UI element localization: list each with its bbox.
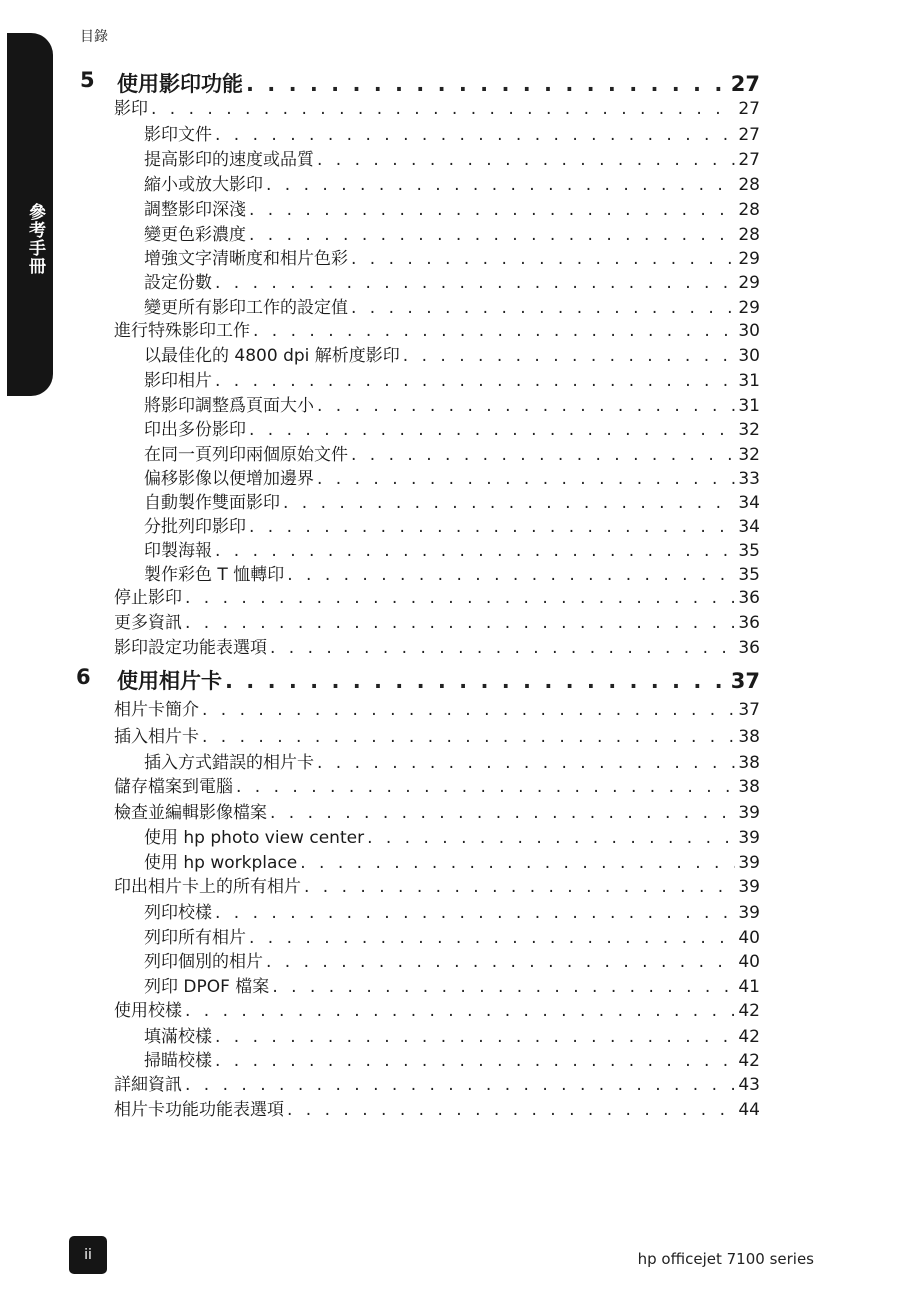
page-number: 37	[738, 700, 760, 720]
entry-title: 在同一頁列印兩個原始文件	[144, 445, 348, 465]
entry-title: 填滿校樣	[144, 1027, 212, 1047]
dot-leader	[249, 200, 735, 220]
entry-title: 列印校樣	[144, 903, 212, 923]
dot-leader	[300, 853, 735, 873]
toc-entry-row[interactable]	[144, 464, 760, 489]
page-number: 31	[738, 371, 760, 391]
page-number: 30	[738, 321, 760, 341]
toc-entry-row[interactable]	[144, 195, 760, 220]
page-number: 32	[738, 420, 760, 440]
entry-title: 使用校樣	[114, 1001, 182, 1021]
toc-entry-row[interactable]	[144, 947, 760, 972]
header-title: 目錄	[80, 29, 108, 45]
toc-entry-row[interactable]	[144, 220, 760, 245]
page-number: 44	[738, 1100, 760, 1120]
dot-leader	[317, 469, 735, 489]
page-number: 33	[738, 469, 760, 489]
toc-entry-row[interactable]	[144, 293, 760, 318]
toc-chapter-row[interactable]	[76, 665, 760, 695]
dot-leader	[266, 175, 735, 195]
dot-leader	[367, 828, 735, 848]
page-number: 38	[738, 777, 760, 797]
toc-entry-row[interactable]	[144, 440, 760, 465]
page-number: 36	[738, 588, 760, 608]
entry-title: 增強文字清晰度和相片色彩	[144, 249, 348, 269]
toc-entry-row[interactable]	[144, 898, 760, 923]
chapter-title: 使用影印功能	[117, 72, 243, 96]
dot-leader	[215, 1051, 735, 1071]
chapter-number: 5	[80, 68, 95, 92]
page-number: 34	[738, 493, 760, 513]
entry-title: 儲存檔案到電腦	[114, 777, 233, 797]
entry-title: 插入方式錯誤的相片卡	[144, 753, 314, 773]
toc-entry-row[interactable]	[144, 415, 760, 440]
toc-entry-row[interactable]	[144, 244, 760, 269]
chapter-title: 使用相片卡	[117, 669, 222, 693]
dot-leader	[246, 72, 728, 96]
page-number: 32	[738, 445, 760, 465]
dot-leader	[215, 273, 735, 293]
page-number: 29	[738, 249, 760, 269]
page-number: 42	[738, 1051, 760, 1071]
dot-leader	[215, 1027, 735, 1047]
toc-entry-row[interactable]	[144, 848, 760, 873]
page-number-badge: ii	[69, 1236, 107, 1274]
entry-title: 以最佳化的 4800 dpi 解析度影印	[144, 346, 400, 366]
toc-entry-row[interactable]	[144, 923, 760, 948]
dot-leader	[185, 1075, 735, 1095]
page-number: 31	[738, 396, 760, 416]
entry-title: 設定份數	[144, 273, 212, 293]
toc-entry-row[interactable]	[144, 366, 760, 391]
dot-leader	[225, 669, 728, 693]
page-number: 28	[738, 225, 760, 245]
entry-title: 印出相片卡上的所有相片	[114, 877, 301, 897]
dot-leader	[185, 613, 735, 633]
toc-entry-row[interactable]	[144, 1022, 760, 1047]
page-number: 34	[738, 517, 760, 537]
toc-entry-row[interactable]	[144, 391, 760, 416]
toc-entry-row[interactable]	[114, 1070, 760, 1095]
dot-leader	[287, 565, 735, 585]
dot-leader	[151, 99, 735, 119]
entry-title: 將影印調整爲頁面大小	[144, 396, 314, 416]
dot-leader	[249, 517, 735, 537]
entry-title: 變更所有影印工作的設定值	[144, 298, 348, 318]
entry-title: 偏移影像以便增加邊界	[144, 469, 314, 489]
page-number: 35	[738, 541, 760, 561]
toc-entry-row[interactable]	[114, 772, 760, 797]
toc-entry-row[interactable]	[144, 823, 760, 848]
entry-title: 自動製作雙面影印	[144, 493, 280, 513]
dot-leader	[215, 125, 735, 145]
page-number: 28	[738, 200, 760, 220]
page-number: 29	[738, 273, 760, 293]
dot-leader	[287, 1100, 735, 1120]
toc-entry-row[interactable]	[144, 170, 760, 195]
toc-entry-row[interactable]	[114, 695, 760, 720]
entry-title: 列印所有相片	[144, 928, 246, 948]
dot-leader	[236, 777, 735, 797]
page-number: 27	[738, 125, 760, 145]
entry-title: 影印文件	[144, 125, 212, 145]
toc-entry-row[interactable]	[144, 748, 760, 773]
dot-leader	[249, 420, 735, 440]
page-number: 41	[738, 977, 760, 997]
page-number: 38	[738, 753, 760, 773]
toc-entry-row[interactable]	[144, 560, 760, 585]
toc-entry-row[interactable]	[114, 94, 760, 119]
dot-leader	[253, 321, 735, 341]
entry-title: 掃瞄校樣	[144, 1051, 212, 1071]
dot-leader	[215, 371, 735, 391]
toc-entry-row[interactable]	[144, 972, 760, 997]
dot-leader	[202, 700, 735, 720]
dot-leader	[249, 928, 735, 948]
toc-entry-row[interactable]	[144, 120, 760, 145]
dot-leader	[351, 445, 735, 465]
entry-title: 製作彩色 T 恤轉印	[144, 565, 285, 585]
page-number: 36	[738, 613, 760, 633]
product-name: hp officejet 7100 series	[637, 1250, 814, 1268]
side-tab-label: 參考手冊	[25, 203, 45, 275]
dot-leader	[283, 493, 735, 513]
dot-leader	[317, 396, 735, 416]
entry-title: 列印 DPOF 檔案	[144, 977, 270, 997]
chapter-number: 6	[76, 665, 91, 689]
entry-title: 提高影印的速度或品質	[144, 150, 314, 170]
page-number: 27	[738, 99, 760, 119]
dot-leader	[304, 877, 735, 897]
page-number: 39	[738, 803, 760, 823]
dot-leader	[270, 638, 735, 658]
page-number: 40	[738, 952, 760, 972]
entry-title: 詳細資訊	[114, 1075, 182, 1095]
page-number: 40	[738, 928, 760, 948]
entry-title: 印製海報	[144, 541, 212, 561]
dot-leader	[185, 588, 735, 608]
dot-leader	[185, 1001, 735, 1021]
toc-entry-row[interactable]	[114, 798, 760, 823]
page-number: 28	[738, 175, 760, 195]
dot-leader	[249, 225, 735, 245]
entry-title: 使用 hp photo view center	[144, 828, 365, 848]
entry-title: 檢查並編輯影像檔案	[114, 803, 267, 823]
toc-entry-row[interactable]	[114, 608, 760, 633]
page-number: 37	[730, 669, 760, 693]
entry-title: 進行特殊影印工作	[114, 321, 250, 341]
entry-title: 印出多份影印	[144, 420, 246, 440]
page-number: 39	[738, 877, 760, 897]
toc-entry-row[interactable]	[114, 722, 760, 747]
page-number: 30	[738, 346, 760, 366]
page-number: 43	[738, 1075, 760, 1095]
page-number: 39	[738, 853, 760, 873]
entry-title: 影印	[114, 99, 148, 119]
entry-title: 停止影印	[114, 588, 182, 608]
dot-leader	[202, 727, 735, 747]
page-number: 38	[738, 727, 760, 747]
toc-entry-row[interactable]	[114, 316, 760, 341]
entry-title: 影印設定功能表選項	[114, 638, 267, 658]
dot-leader	[317, 753, 735, 773]
entry-title: 使用 hp workplace	[144, 853, 298, 873]
toc-entry-row[interactable]	[144, 341, 760, 366]
page-number: 42	[738, 1001, 760, 1021]
entry-title: 列印個別的相片	[144, 952, 263, 972]
entry-title: 調整影印深淺	[144, 200, 246, 220]
toc-entry-row[interactable]	[114, 996, 760, 1021]
entry-title: 插入相片卡	[114, 727, 199, 747]
dot-leader	[351, 249, 735, 269]
entry-title: 影印相片	[144, 371, 212, 391]
dot-leader	[270, 803, 735, 823]
entry-title: 相片卡功能功能表選項	[114, 1100, 284, 1120]
dot-leader	[266, 952, 735, 972]
toc-entry-row[interactable]	[114, 1095, 760, 1120]
page-number: 27	[738, 150, 760, 170]
toc-entry-row[interactable]	[144, 488, 760, 513]
toc-entry-row[interactable]	[144, 512, 760, 537]
page-number: 27	[730, 72, 760, 96]
dot-leader	[215, 903, 735, 923]
page-number: 29	[738, 298, 760, 318]
toc-entry-row[interactable]	[114, 583, 760, 608]
toc-entry-row[interactable]	[144, 268, 760, 293]
toc-entry-row[interactable]	[144, 536, 760, 561]
entry-title: 分批列印影印	[144, 517, 246, 537]
page-number: 39	[738, 903, 760, 923]
entry-title: 相片卡簡介	[114, 700, 199, 720]
toc-entry-row[interactable]	[144, 145, 760, 170]
dot-leader	[317, 150, 735, 170]
toc-entry-row[interactable]	[114, 872, 760, 897]
page-number: 42	[738, 1027, 760, 1047]
dot-leader	[215, 541, 735, 561]
dot-leader	[403, 346, 736, 366]
toc-entry-row[interactable]	[114, 633, 760, 658]
entry-title: 變更色彩濃度	[144, 225, 246, 245]
dot-leader	[351, 298, 735, 318]
entry-title: 縮小或放大影印	[144, 175, 263, 195]
page-number: 35	[738, 565, 760, 585]
toc-entry-row[interactable]	[144, 1046, 760, 1071]
page-number: 39	[738, 828, 760, 848]
entry-title: 更多資訊	[114, 613, 182, 633]
page-number: 36	[738, 638, 760, 658]
dot-leader	[272, 977, 735, 997]
